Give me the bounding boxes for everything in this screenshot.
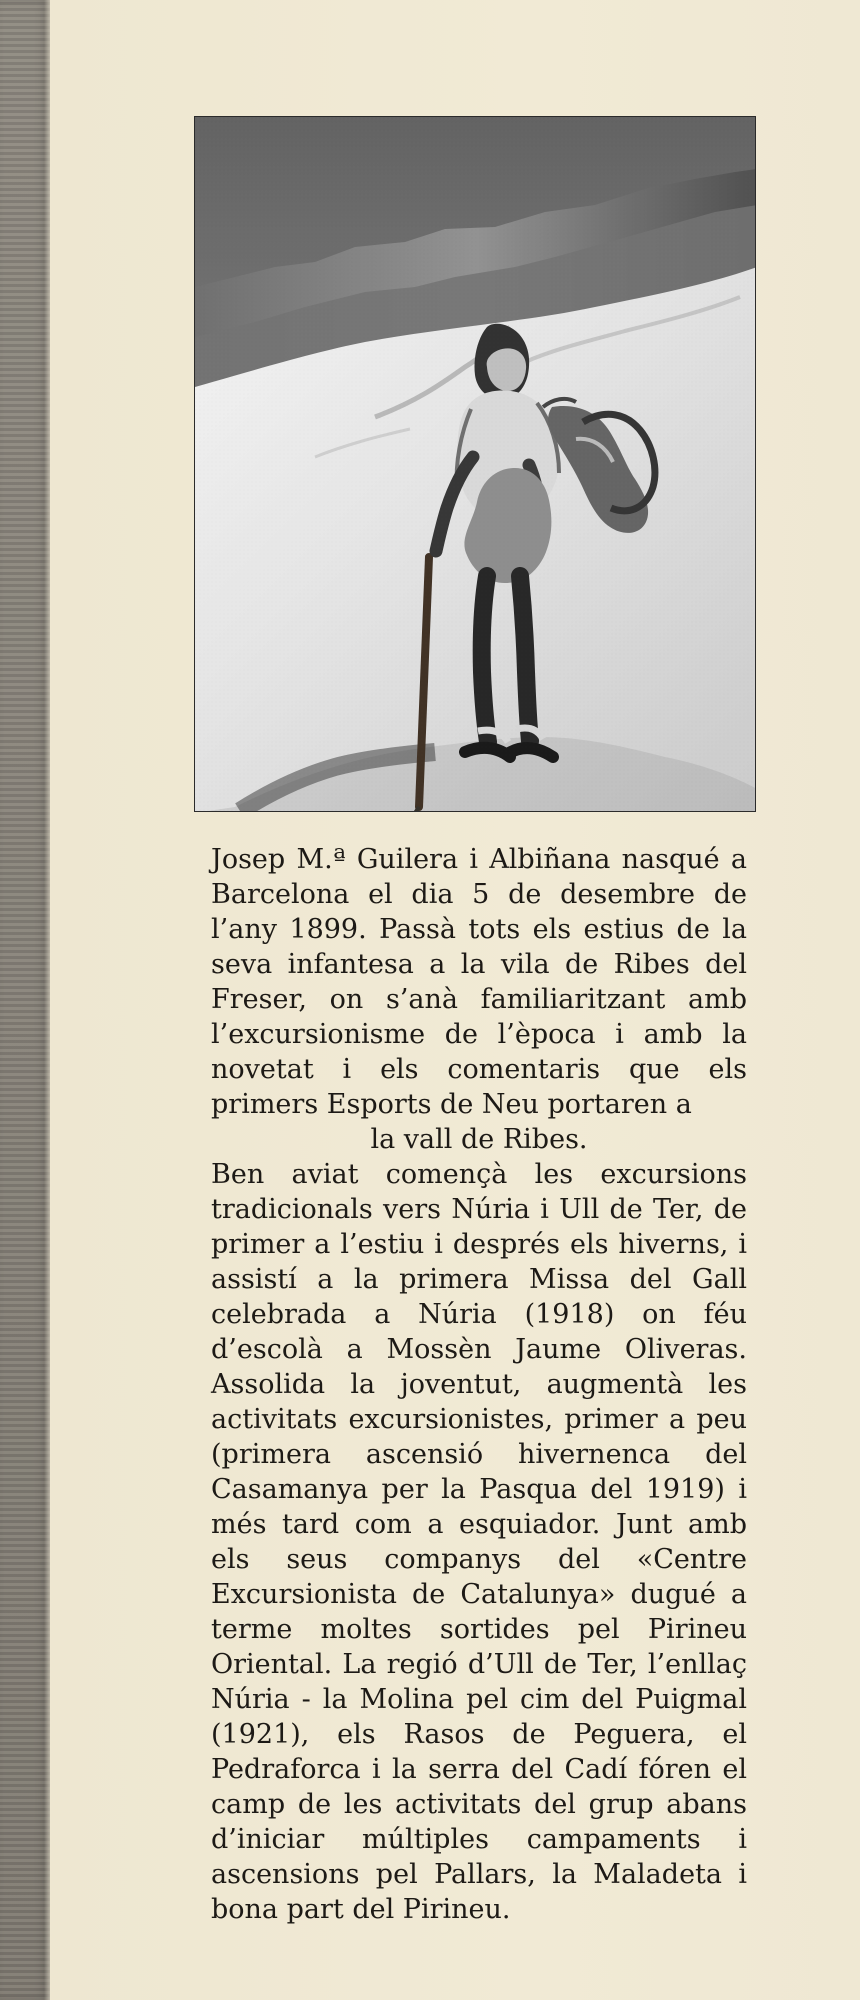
biography-text: [211, 842, 747, 1927]
biography-paragraph-2: Ben aviat començà les excursions tradicionals vers Núria i Ull de Ter, de primer a l’estiu i després els hiverns, i assistí a la primera Missa del Gall celebrada a Núria (1918) on féu d’escolà a Mossèn Jaume Oliveras. Assolida la joventut, augmentà les activitats excursionistes, primer a peu (primera ascensió hivernenca del Casamanya per la Pasqua del 1919) i més tard com a esquiador. Junt amb els seus companys del «Centre Excursionista de Catalunya» dugué a terme moltes sortides pel Pirineu Oriental. La regió d’Ull de Ter, l’enllaç Núria - la Molina pel cim del Puigmal (1921), els Rasos de Peguera, el Pedraforca i la serra del Cadí fóren el camp de les activitats del grup abans d’iniciar múltiples campaments i ascensions pel Pallars, la Maladeta i bona part del Pirineu.: [211, 1159, 747, 1925]
mountaineer-photo-illustration: [195, 117, 756, 812]
mountaineer-photo: [194, 116, 756, 812]
book-page: [50, 0, 860, 2000]
left-page-edge: [0, 0, 50, 2000]
biography-paragraph-1-ending: la vall de Ribes.: [370, 1124, 588, 1155]
biography-paragraph-1: Josep M.ª Guilera i Albiñana nasqué a Barcelona el dia 5 de desembre de l’any 1899. Passà tots els estius de la seva infantesa a la vila de Ribes del Freser, on s’anà familiaritzant amb l’excursionisme de l’època i amb la novetat i els comentaris que els primers Esports de Neu portaren a: [211, 844, 747, 1120]
